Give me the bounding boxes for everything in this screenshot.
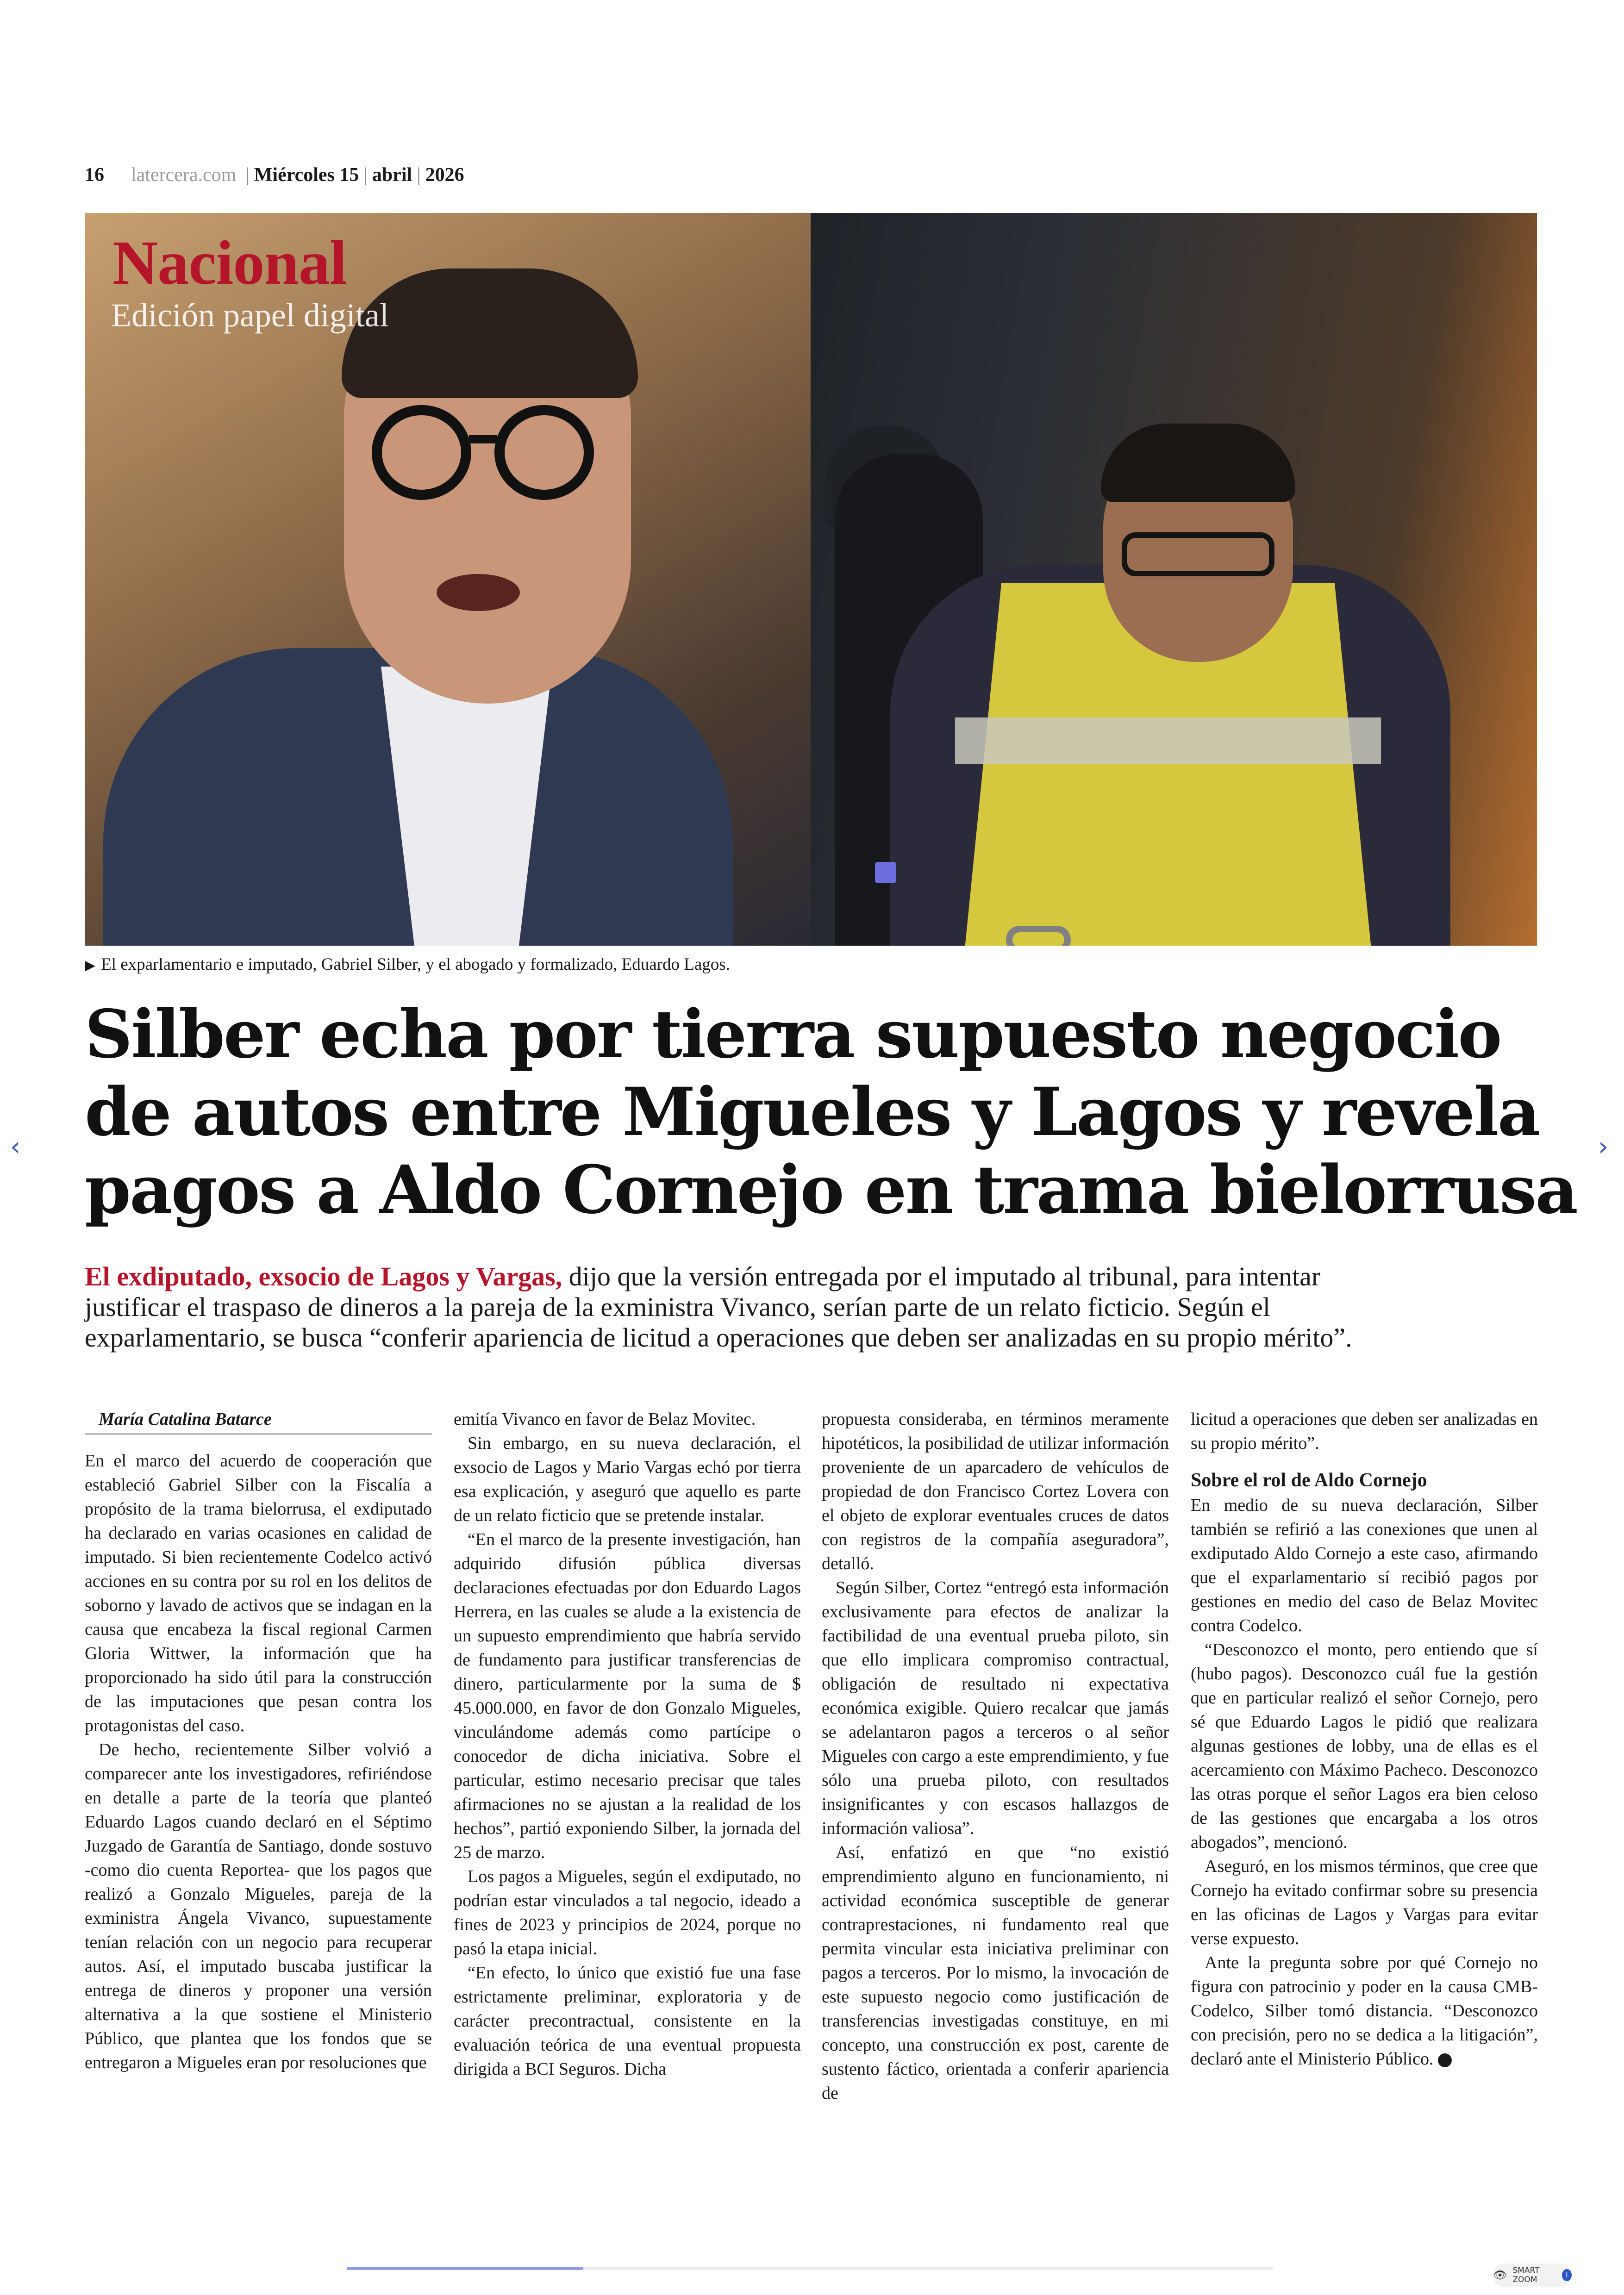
subheading: Sobre el rol de Aldo Cornejo — [1191, 1470, 1427, 1491]
article-column-4 — [1191, 1407, 1538, 2071]
eye-icon: 👁 — [1493, 2269, 1507, 2282]
caption-arrow-icon: ▶ — [85, 958, 96, 973]
paragraph: “En efecto, lo único que existió fue una fase estrictamente preliminar, exploratoria y de carácter precontractual, consistente en la evaluación teórica de una eventual propuesta dirigida a BCI Seguros. Dicha — [454, 1963, 801, 2079]
paragraph: En el marco del acuerdo de cooperación que estableció Gabriel Silber con la Fiscalía a propósito de la trama bielorrusa, el exdiputado ha declarado en varias ocasiones en calidad de imputado. Si bien recientemente Codelco activó acciones en su contra por su rol en los delitos de soborno y lavado de activos que se indagan en la causa que encabeza la fiscal regional Carmen Gloria Wittwer, la información que ha proporcionado ha sido útil para la construcción de las imputaciones que pesan contra los protagonistas del caso. — [85, 1451, 432, 1735]
separator: | — [245, 164, 250, 186]
next-page-button[interactable]: › — [1598, 1132, 1609, 1162]
paragraph: propuesta consideraba, en términos meramente hipotéticos, la posibilidad de utilizar información proveniente de un aparcadero de vehículos de propiedad de don Francisco Cortez Lovera con el objeto de explorar eventuales cruces de datos con registros de la compañía aseguradora”, detalló. — [822, 1409, 1169, 1573]
paragraph: “Desconozco el monto, pero entiendo que sí (hubo pagos). Desconozco cuál fue la gestión que en particular realizó el señor Cornejo, pero sé que Eduardo Lagos le pidió que realizara algunas gestiones de lobby, una de ellas es el acercamiento con Máximo Pacheco. Desconozco las otras porque el señor Lagos era bien celoso de las gestiones que encargaba a los otros abogados”, mencionó. — [1191, 1640, 1538, 1852]
paragraph: Según Silber, Cortez “entregó esta información exclusivamente para efectos de analizar la factibilidad de una eventual prueba piloto, sin que ello implicara compromiso contractual, obligación de resultado ni expectativa económica exigible. Quiero recalcar que jamás se adelantaron pagos a terceros o al señor Migueles con cargo a este emprendimiento, y fue sólo una prueba piloto, con resultados insignificantes y con escasos hallazgos de información valiosa”. — [822, 1578, 1169, 1838]
silber-mouth — [437, 574, 520, 611]
lede-line: exparlamentario, se busca “conferir apariencia de licitud a operaciones que deben ser analizadas en su propio mérito”. — [85, 1322, 1352, 1353]
paragraph: De hecho, recientemente Silber volvió a comparecer ante los investigadores, refiriéndose en detalle a parte de la teoría que planteó Eduardo Lagos cuando declaró en el Séptimo Juzgado de Garantía de Santiago, donde sostuvo -como dio cuenta Reportea- que los pagos que realizó a Gonzalo Migueles, pareja de la exministra Ángela Vivanco, supuestamente tenían relación con un negocio para recuperar autos. Así, el imputado buscaba justificar la entrega de dineros y proponer una versión alternativa a la que sostiene el Ministerio Público, que plantea que los fondos que se entregaron a Migueles eran por resoluciones que — [85, 1740, 432, 2072]
glasses-bridge — [469, 435, 497, 443]
lede — [85, 1261, 1537, 1353]
smart-zoom-label: SMART ZOOM — [1512, 2266, 1540, 2284]
lagos-hair — [1101, 424, 1295, 502]
edition-label: Edición papel digital — [111, 297, 389, 334]
page-header — [85, 156, 548, 193]
photo-zoom-button[interactable] — [875, 862, 896, 883]
separator: | — [417, 164, 421, 186]
page-scroll-thumb[interactable] — [347, 2267, 583, 2270]
lede-line — [85, 1261, 1537, 1292]
lede-text: dijo que la versión entregada por el imputado al tribunal, para intentar — [562, 1261, 1321, 1291]
headline-line: pagos a Aldo Cornejo en trama bielorrusa — [85, 1151, 1577, 1229]
article-column-3 — [822, 1407, 1169, 2105]
paragraph: “En el marco de la presente investigación, han adquirido difusión pública diversas declaraciones efectuadas por don Eduardo Lagos Herrera, en las cuales se alude a la existencia de un supuesto emprendimiento que habría servido de fundamento para justificar transferencias de dinero, particularmente por la suma de $ 45.000.000, en favor de don Gonzalo Migueles, vinculándome además como partícipe o conocedor de dicha iniciativa. Sobre el particular, estimo necesario precisar que tales afirmaciones no se ajustan a la realidad de los hechos”, partió exponiendo Silber, la jornada del 25 de marzo. — [454, 1530, 801, 1862]
paragraph: Los pagos a Migueles, según el exdiputado, no podrían estar vinculados a tal negocio, ideado a fines de 2023 y principios de 2024, porque no pasó la etapa inicial. — [454, 1867, 801, 1958]
site-name: latercera.com — [131, 164, 237, 186]
end-mark-icon — [1438, 2053, 1452, 2067]
headline-line: de autos entre Migueles y Lagos y revela — [85, 1073, 1539, 1151]
paragraph: Sin embargo, en su nueva declaración, el exsocio de Lagos y Mario Vargas echó por tierra esa explicación, y aseguró que aquello es parte de un relato ficticio que se pretende instalar. — [454, 1434, 801, 1525]
paragraph — [1191, 1951, 1538, 2071]
glasses-lens-left — [372, 405, 471, 500]
glasses-lens-right — [494, 405, 594, 500]
lede-highlight: El exdiputado, exsocio de Lagos y Vargas, — [85, 1261, 562, 1291]
paragraph: licitud a operaciones que deben ser analizadas en su propio mérito”. — [1191, 1409, 1538, 1453]
previous-page-button[interactable]: ‹ — [10, 1132, 21, 1162]
smart-zoom-button[interactable] — [1493, 2264, 1572, 2287]
vest-reflective-stripe — [955, 717, 1381, 764]
paragraph: En medio de su nueva declaración, Silber también se refirió a las conexiones que unen al exdiputado Aldo Cornejo a este caso, afirmando que el exparlamentario sí recibió pagos por gestiones en medio del caso de Belaz Movitec contra Codelco. — [1191, 1496, 1538, 1635]
article-column-2 — [454, 1407, 801, 2081]
headline — [85, 995, 1577, 1229]
handcuff — [1006, 926, 1071, 946]
paragraph: Aseguró, en los mismos términos, que cree que Cornejo ha evitado confirmar sobre su presencia en las oficinas de Lagos y Vargas para evitar verse expuesto. — [1191, 1857, 1538, 1948]
date-day: Miércoles 15 — [254, 164, 359, 186]
photo-caption — [85, 954, 1537, 974]
date-month: abril — [372, 164, 412, 186]
lagos-glasses — [1122, 532, 1274, 576]
section-title: Nacional — [112, 228, 347, 298]
lede-line: justificar el traspaso de dineros a la pareja de la exministra Vivanco, serían parte de un relato ficticio. Según el — [85, 1292, 1270, 1322]
caption-text: El exparlamentario e imputado, Gabriel Silber, y el abogado y formalizado, Eduardo Lagos. — [101, 955, 730, 974]
date-year: 2026 — [425, 164, 464, 186]
paragraph-text: Ante la pregunta sobre por qué Cornejo no figura con patrocinio y poder en la causa CMB-Codelco, Silber tomó distancia. “Desconozco con precisión, pero no se dedica a la litigación”, declaró ante el Ministerio Público. — [1191, 1953, 1538, 2069]
byline: María Catalina Batarce — [85, 1407, 432, 1435]
article-column-1 — [85, 1407, 432, 2075]
info-icon[interactable]: i — [1562, 2269, 1572, 2281]
page-number: 16 — [85, 164, 104, 186]
paragraph: Así, enfatizó en que “no existió emprendimiento alguno en funcionamiento, ni actividad económica susceptible de generar contraprestaciones, ni fundamento real que permita vincular esta iniciativa preliminar con pagos a terceros. Por lo mismo, la invocación de este supuesto negocio como justificación de transferencias investigadas constituye, en mi concepto, una construcción ex post, carente de sustento fáctico, orientada a conferir apariencia de — [822, 1843, 1169, 2103]
separator: | — [363, 164, 368, 186]
headline-line: Silber echa por tierra supuesto negocio — [85, 995, 1501, 1073]
paragraph: emitía Vivanco en favor de Belaz Movitec. — [454, 1409, 756, 1429]
